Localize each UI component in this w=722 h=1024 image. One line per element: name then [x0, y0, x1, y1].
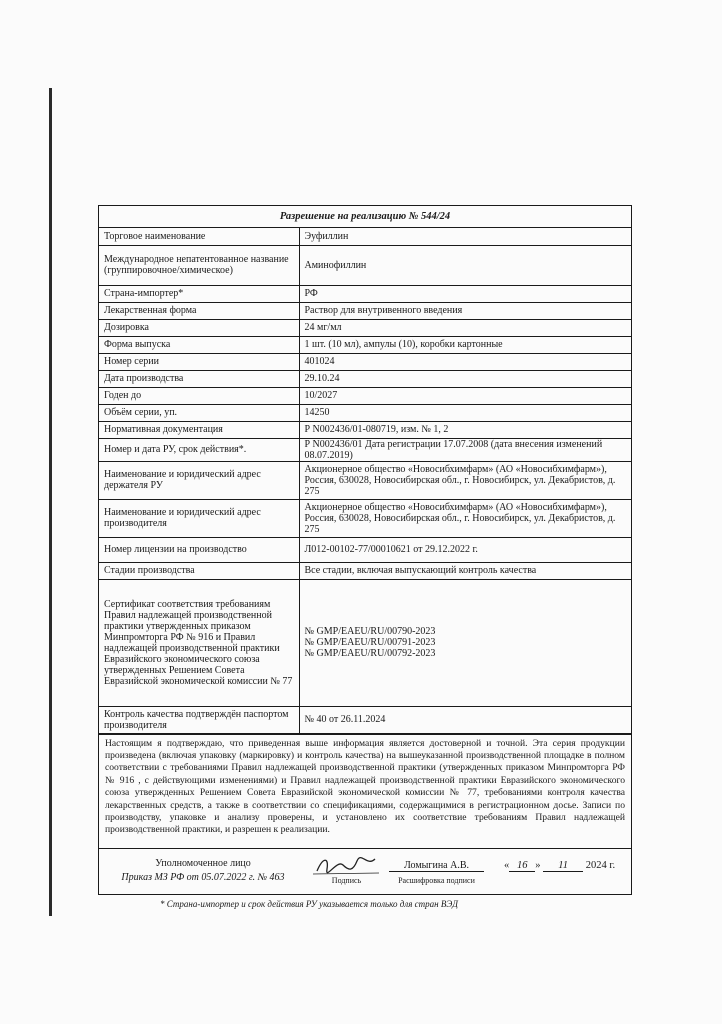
row-value: Л012-00102-77/00010621 от 29.12.2022 г.: [299, 537, 631, 562]
row-label: Сертификат соответствия требованиям Правил надлежащей производственной практики утвержденных приказом Минпромторга РФ № 916 и Правил надлежащей производственной практики Евразийского экономического союза утвержденных Решением Совета Евразийской экономической комиссии № 77: [99, 579, 299, 706]
signature-caption: Подпись: [331, 875, 362, 885]
row-value: 10/2027: [299, 387, 631, 404]
row-value: 1 шт. (10 мл), ампулы (10), коробки картонные: [299, 336, 631, 353]
row-value: Р N002436/01-080719, изм. № 1, 2: [299, 421, 631, 438]
table-row: [99, 404, 631, 421]
row-label: Наименование и юридический адрес производителя: [99, 499, 299, 537]
table-row: [99, 336, 631, 353]
row-value: № 40 от 26.11.2024: [299, 706, 631, 733]
table-row: [99, 421, 631, 438]
row-label: Объём серии, уп.: [99, 404, 299, 421]
row-label: Нормативная документация: [99, 421, 299, 438]
row-value: 14250: [299, 404, 631, 421]
signer-name: Ломыгина А.В.: [389, 860, 484, 872]
row-value: Эуфиллин: [299, 228, 631, 245]
table-row: [99, 499, 631, 537]
product-info-table: [99, 228, 631, 734]
release-permit-document: [98, 205, 632, 895]
table-row: [99, 228, 631, 245]
row-label: Стадии производства: [99, 562, 299, 579]
table-row: [99, 370, 631, 387]
table-row: [99, 537, 631, 562]
row-value: РФ: [299, 285, 631, 302]
signer-name-caption: Расшифровка подписи: [398, 875, 475, 885]
footnote: * Страна-импортер и срок действия РУ указывается только для стран ВЭД: [160, 899, 458, 909]
row-value: Аминофиллин: [299, 245, 631, 285]
signature-year: 2024 г.: [585, 859, 616, 871]
table-row: [99, 562, 631, 579]
table-row: [99, 285, 631, 302]
authorized-person: [113, 857, 293, 885]
table-row: [99, 353, 631, 370]
authorization-order: Приказ МЗ РФ от 05.07.2022 г. № 463: [121, 871, 285, 883]
row-label: Лекарственная форма: [99, 302, 299, 319]
table-row: [99, 302, 631, 319]
binder-line: [49, 88, 52, 916]
row-value: 29.10.24: [299, 370, 631, 387]
row-value: Раствор для внутривенного введения: [299, 302, 631, 319]
row-label: Контроль качества подтверждён паспортом производителя: [99, 706, 299, 733]
signature-day: 16: [509, 860, 535, 872]
row-value: № GMP/EAEU/RU/00790-2023 № GMP/EAEU/RU/00791-2023 № GMP/EAEU/RU/00792-2023: [299, 579, 631, 706]
row-value: Акционерное общество «Новосибхимфарм» (АО «Новосибхимфарм»), Россия, 630028, Новосибирская обл., г. Новосибирск, ул. Декабристов, д. 275: [299, 499, 631, 537]
table-row: [99, 319, 631, 336]
certification-statement: Настоящим я подтверждаю, что приведенная выше информация является достоверной и точной. Эта серия продукции произведена (включая упаковку (маркировку) и контроль качества) на вышеуказанной производственной площадке в полном соответствии с требованиями Правил надлежащей производственной практики (утвержденных приказом Минпромторга РФ № 916 , с действующими изменениями) и Правил надлежащей производственной практики Евразийского экономического союза утвержденных Решением Совета Евразийской экономической комиссии № 77, требованиями контроля качества лекарственных средств, а также в соответствии со спецификациями, содержащимися в регистрационном досье. Записи по производству, упаковке и анализу проверены, и установлено их соответствие требованиям Правил надлежащей производственной практики, и разрешен к реализации.: [99, 734, 631, 848]
row-value: Акционерное общество «Новосибхимфарм» (АО «Новосибхимфарм»), Россия, 630028, Новосибирская обл., г. Новосибирск, ул. Декабристов, д. 275: [299, 461, 631, 499]
table-row: [99, 245, 631, 285]
row-label: Торговое наименование: [99, 228, 299, 245]
signature-date: « 16 » 11 2024 г.: [504, 859, 616, 871]
table-row: [99, 579, 631, 706]
table-row: [99, 706, 631, 733]
row-label: Годен до: [99, 387, 299, 404]
document-title: Разрешение на реализацию № 544/24: [99, 206, 631, 228]
row-value: 24 мг/мл: [299, 319, 631, 336]
row-label: Международное непатентованное название (группировочное/химическое): [99, 245, 299, 285]
row-value: Все стадии, включая выпускающий контроль качества: [299, 562, 631, 579]
authorized-person-role: Уполномоченное лицо: [155, 857, 251, 869]
row-label: Форма выпуска: [99, 336, 299, 353]
row-label: Номер и дата РУ, срок действия*.: [99, 438, 299, 461]
row-label: Дозировка: [99, 319, 299, 336]
signature-month: 11: [543, 860, 583, 872]
row-label: Дата производства: [99, 370, 299, 387]
row-label: Номер серии: [99, 353, 299, 370]
table-row: [99, 387, 631, 404]
row-label: Страна-импортер*: [99, 285, 299, 302]
table-row: [99, 438, 631, 461]
row-label: Номер лицензии на производство: [99, 537, 299, 562]
table-row: [99, 461, 631, 499]
row-label: Наименование и юридический адрес держателя РУ: [99, 461, 299, 499]
signature-block: [99, 848, 631, 894]
row-value: 401024: [299, 353, 631, 370]
row-value: Р N002436/01 Дата регистрации 17.07.2008 (дата внесения изменений 08.07.2019): [299, 438, 631, 461]
